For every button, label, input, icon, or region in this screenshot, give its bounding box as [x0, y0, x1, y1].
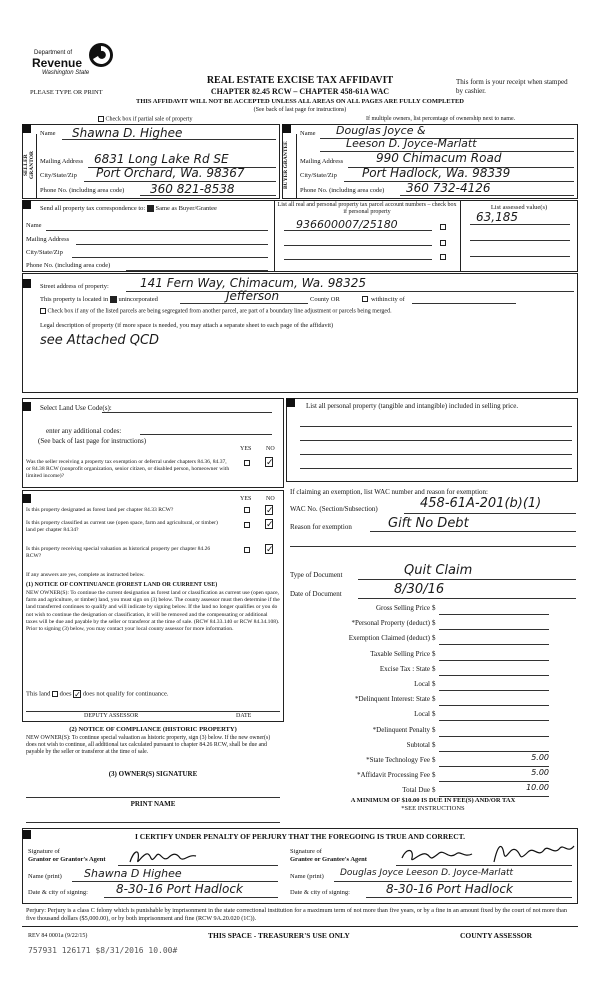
fee-dollar-sign: $: [432, 634, 436, 643]
additional-codes-label: enter any additional codes:: [46, 427, 122, 435]
if-yes-note: If any answers are yes, complete as instructed below.: [26, 572, 145, 578]
fee-dollar-sign: $: [432, 695, 436, 704]
county-value[interactable]: Jefferson: [226, 289, 280, 303]
fee-label: *Delinquent Interest: State: [354, 695, 430, 704]
fee-label: Taxable Selling Price: [370, 649, 430, 658]
buyer-phone-value[interactable]: 360 732-4126: [406, 181, 491, 195]
receipt-note: This form is your receipt when stamped by cashier.: [456, 78, 568, 95]
grantor-signature-icon[interactable]: [126, 846, 206, 868]
street-value[interactable]: 141 Fern Way, Chimacum, Wa. 98325: [140, 276, 366, 290]
qualify-row: This land does ✓ does not qualify for continuance.: [26, 690, 169, 699]
buyer-city-label: City/State/Zip: [300, 172, 337, 179]
grantee-name-value[interactable]: Douglas Joyce Leeson D. Joyce-Marlatt: [340, 868, 514, 878]
fee-row: [290, 665, 560, 678]
segregated-row: Check box if any of the listed parcels are being segregated from another parcel, are part of a boundary line adjustment or parcels being merged.: [40, 308, 392, 314]
fee-row: [290, 695, 560, 708]
fee-label: Subtotal: [406, 740, 430, 749]
land-use-label: Select Land Use Code(s):: [40, 404, 112, 412]
parcels-header: List all real and personal property tax parcel account numbers – check box if personal property: [277, 202, 457, 215]
treasurer-stamp: 757931 126171 $8/31/2016 10.00#: [28, 946, 178, 955]
fee-row: [290, 634, 560, 647]
fee-dollar-sign: $: [432, 740, 436, 749]
see-back-header: (See back of last page for instructions): [253, 107, 347, 113]
legal-value[interactable]: see Attached QCD: [40, 333, 160, 348]
within-checkbox[interactable]: [362, 296, 368, 302]
does-checkbox[interactable]: [52, 691, 58, 697]
buyer-city-value[interactable]: Port Hadlock, Wa. 98339: [362, 166, 511, 180]
yes-header-2: YES: [240, 496, 252, 502]
seller-name-label: Name: [40, 130, 56, 137]
grantor-date-value[interactable]: 8-30-16 Port Hadlock: [116, 882, 243, 896]
q1-yes-checkbox[interactable]: [244, 460, 250, 466]
fee-value[interactable]: 5.00: [531, 768, 549, 778]
q3-no-checkbox[interactable]: ✓: [266, 519, 274, 529]
parcel2-personal-checkbox[interactable]: [440, 240, 446, 246]
fee-label: Local: [414, 680, 430, 688]
grantee-sig-label: Signature of Grantee or Grantee's Agent: [290, 848, 367, 863]
buyer-side-label: BUYER GRANTEE: [283, 141, 289, 189]
wac-label: WAC No. (Section/Subsection): [290, 505, 378, 513]
same-as-label: Same as Buyer/Grantee: [155, 205, 217, 212]
street-label: Street address of property:: [40, 283, 109, 290]
partial-sale-checkbox[interactable]: [98, 116, 104, 122]
corr-address-label: Mailing Address: [26, 236, 70, 243]
assessed-header: List assessed value(s): [490, 204, 548, 211]
fee-row: [290, 753, 560, 769]
grantee-name-label: Name (print): [290, 873, 324, 880]
notice1-title: (1) NOTICE OF CONTINUANCE (FOREST LAND OR CURRENT USE): [26, 582, 218, 588]
deputy-assessor-label: DEPUTY ASSESSOR: [84, 713, 139, 719]
corr-city-label: City/State/Zip: [26, 249, 63, 256]
fee-label: *State Technology Fee: [366, 756, 430, 764]
fee-label: Local: [414, 710, 430, 719]
reason-value[interactable]: Gift No Debt: [388, 516, 469, 531]
city-of-label: city of: [388, 296, 405, 303]
print-name-label: PRINT NAME: [130, 800, 176, 808]
seller-address-label: Mailing Address: [40, 158, 84, 165]
section1-marker: [22, 124, 31, 133]
fee-dollar-sign: $: [432, 725, 436, 734]
seller-phone-label: Phone No. (including area code): [40, 187, 125, 194]
county-assessor-label: COUNTY ASSESSOR: [460, 931, 533, 940]
multiple-owners-note: If multiple owners, list percentage of ownership next to name.: [366, 116, 516, 122]
personal-property-label: List all personal property (tangible and intangible) included in selling price.: [306, 402, 519, 410]
seller-phone-value[interactable]: 360 821-8538: [150, 182, 235, 196]
seller-side-label: SELLER GRANTOR: [23, 151, 35, 180]
q2-no-checkbox[interactable]: ✓: [266, 505, 274, 515]
grantor-name-label: Name (print): [28, 873, 62, 880]
certify-text: I CERTIFY UNDER PENALTY OF PERJURY THAT THE FOREGOING IS TRUE AND CORRECT.: [134, 832, 465, 841]
fee-dollar-sign: $: [432, 619, 436, 628]
buyer-address-value[interactable]: 990 Chimacum Road: [376, 151, 502, 165]
fee-dollar-sign: $: [432, 710, 436, 719]
buyer-name-value-1[interactable]: Douglas Joyce &: [336, 124, 426, 137]
seller-city-value[interactable]: Port Orchard, Wa. 98367: [96, 166, 245, 180]
historic-question: Is this property receiving special valuation as historical property per chapter 84.26 RCW?: [26, 546, 211, 559]
section6-marker: [22, 494, 31, 503]
doc-date-value[interactable]: 8/30/16: [394, 582, 445, 597]
fee-dollar-sign: $: [432, 786, 436, 795]
doc-date-label: Date of Document: [290, 590, 342, 598]
correspondence-label: Send all property tax correspondence to:: [40, 205, 146, 212]
fee-row: [290, 619, 560, 632]
parcel1-personal-checkbox[interactable]: [440, 224, 446, 230]
seller-address-value[interactable]: 6831 Long Lake Rd SE: [94, 152, 229, 166]
fee-label: *Delinquent Penalty: [372, 725, 430, 734]
buyer-phone-label: Phone No. (including area code): [300, 187, 385, 194]
fee-dollar-sign: $: [432, 680, 436, 688]
minimum-note: A MINIMUM OF $10.00 IS DUE IN FEE(S) AND/OR TAX: [350, 797, 516, 804]
buyer-name-value-2[interactable]: Leeson D. Joyce-Marlatt: [346, 137, 477, 150]
grantor-sig-label: Signature of Grantor or Grantor's Agent: [28, 848, 106, 863]
seller-name-value[interactable]: Shawna D. Highee: [72, 126, 183, 140]
logo-line3: Washington State: [42, 70, 90, 76]
owner-signature-label: (3) OWNER(S) SIGNATURE: [108, 770, 198, 778]
fee-value[interactable]: 10.00: [526, 783, 549, 793]
corr-phone-label: Phone No. (including area code): [26, 262, 111, 269]
grantee-signature-icon[interactable]: [398, 840, 578, 868]
reason-label: Reason for exemption: [290, 523, 352, 531]
logo-line1: Department of: [34, 50, 73, 56]
parcel-number-1[interactable]: 936600007/25180: [296, 218, 398, 231]
assessed-value-1[interactable]: 63,185: [476, 210, 518, 224]
land-use-see-back: (See back of last page for instructions): [38, 437, 147, 445]
seller-city-label: City/State/Zip: [40, 172, 77, 179]
fee-value[interactable]: 5.00: [531, 753, 549, 762]
q4-no-checkbox[interactable]: ✓: [266, 544, 274, 554]
fee-row: [290, 726, 560, 739]
section5-marker: [22, 402, 31, 411]
deputy-date-label: DATE: [236, 713, 252, 719]
grantor-name-value[interactable]: Shawna D Highee: [84, 867, 182, 880]
exemption-claim-label: If claiming an exemption, list WAC number and reason for exemption:: [290, 488, 488, 496]
notice2-body: NEW OWNER(S): To continue special valuation as historic property, sign (3) below. If the new owner(s) does not wish to continue, all additional tax calculated pursuant to chapter 84.26 RCW, shall be due and payable by the seller or transferor at the time of sale.: [26, 735, 271, 756]
legal-label: Legal description of property (if more space is needed, you may attach a separate sheet to each page of the affidavit): [40, 322, 334, 329]
within-label: within: [371, 296, 388, 303]
section7-marker: [286, 398, 295, 407]
rev-number: REV 84 0001a (9/22/15): [28, 933, 88, 939]
unincorporated-checkbox[interactable]: [110, 296, 117, 303]
fee-dollar-sign: $: [432, 756, 436, 764]
notice2-title: (2) NOTICE OF COMPLIANCE (HISTORIC PROPERTY): [69, 726, 237, 733]
no-header-2: NO: [266, 496, 275, 502]
see-instructions: *SEE INSTRUCTIONS: [401, 805, 465, 812]
fee-dollar-sign: $: [432, 604, 436, 612]
fee-row: [290, 768, 560, 784]
q4-yes-checkbox[interactable]: [244, 547, 250, 553]
q3-yes-checkbox[interactable]: [244, 522, 250, 528]
doc-type-label: Type of Document: [290, 571, 343, 579]
section8-marker: [22, 830, 31, 839]
dor-logo: [34, 42, 114, 82]
corr-name-label: Name: [26, 222, 42, 229]
partial-sale-label: Check box if partial sale of property: [105, 116, 193, 123]
yes-header-1: YES: [240, 446, 252, 452]
same-as-checkbox[interactable]: [147, 205, 154, 212]
grantee-date-value[interactable]: 8-30-16 Port Hadlock: [386, 882, 513, 896]
q2-yes-checkbox[interactable]: [244, 507, 250, 513]
doc-type-value[interactable]: Quit Claim: [404, 563, 473, 578]
does-not-checkbox[interactable]: ✓: [74, 690, 81, 699]
revenue-logo-icon: [88, 42, 114, 68]
fee-dollar-sign: $: [432, 649, 436, 658]
grantee-date-label: Date & city of signing:: [290, 889, 350, 896]
exemption-question: Was the seller receiving a property tax exemption or deferral under chapters 84.36, 84.37, or 84.38 RCW (nonprofit organization, senior citizen, or disabled person, homeowner with limited income)?: [26, 459, 230, 479]
fee-row: [290, 604, 560, 617]
fee-row: [290, 710, 560, 723]
warning-text: THIS AFFIDAVIT WILL NOT BE ACCEPTED UNLESS ALL AREAS ON ALL PAGES ARE FULLY COMPLETED: [136, 98, 464, 105]
q1-no-checkbox[interactable]: ✓: [266, 457, 274, 467]
perjury-text: Perjury: Perjury is a class C felony which is punishable by imprisonment in the state correctional institution for a maximum term of not more than five years, or by a fine in an amount fixed by the court of not more than five thousand dollars ($5,000.00), or by both imprisonment and fine (RCW 9A.20.020 (1C)).: [26, 907, 567, 922]
fee-label: Gross Selling Price: [375, 604, 430, 612]
wac-value[interactable]: 458-61A-201(b)(1): [420, 496, 542, 511]
fee-label: *Affidavit Processing Fee: [357, 771, 430, 780]
form-subtitle: CHAPTER 82.45 RCW – CHAPTER 458-61A WAC: [210, 87, 390, 96]
notice1-body: NEW OWNER(S): To continue the current designation as forest land or classification as current use (open space, farm and agriculture, or timber) land, you must sign on (3) below. The county assessor must then determine if the land transferred continues to qualify and will indicate by signing below. If the land no longer qualifies or you do not wish to continue the designation or classification, it will be removed and the compensating or additional taxes will be due and payable by the seller or transferor at the time of sale. (RCW 84.33.140 or RCW 84.34.108). Prior to signing (3) below, you may contact your local county assessor for more information.: [26, 590, 280, 633]
fee-label: *Personal Property (deduct): [351, 619, 430, 628]
buyer-address-label: Mailing Address: [300, 158, 344, 165]
fee-label: Total Due: [402, 786, 430, 795]
segregated-checkbox[interactable]: [40, 308, 46, 314]
fee-row: [290, 741, 560, 754]
section3-marker: [22, 200, 31, 209]
located-row: This property is located in unincorporated: [40, 296, 158, 303]
fee-row: [290, 680, 560, 693]
current-use-question: Is this property classified as current use (open space, farm and agricultural, or timber) land per chapter 84.34?: [26, 520, 218, 533]
section4-marker: [22, 279, 31, 288]
county-label: County OR: [310, 296, 340, 303]
please-type: PLEASE TYPE OR PRINT: [30, 89, 103, 96]
correspondence-row: [40, 205, 217, 212]
buyer-name-label: Name: [300, 130, 316, 137]
fee-row: [290, 650, 560, 663]
forest-question: Is this property designated as forest land per chapter 84.33 RCW?: [26, 507, 174, 513]
treasurer-label: THIS SPACE - TREASURER'S USE ONLY: [208, 931, 350, 940]
section2-marker: [282, 124, 291, 133]
fee-dollar-sign: $: [432, 664, 436, 673]
no-header-1: NO: [266, 446, 275, 452]
fee-dollar-sign: $: [432, 771, 436, 780]
form-title: REAL ESTATE EXCISE TAX AFFIDAVIT: [206, 75, 394, 86]
fee-label: Exemption Claimed (deduct): [348, 634, 430, 643]
partial-sale-row: [98, 116, 192, 122]
parcel3-personal-checkbox[interactable]: [440, 254, 446, 260]
fee-label: Excise Tax : State: [379, 664, 430, 673]
logo-line2: Revenue: [32, 56, 83, 70]
grantor-date-label: Date & city of signing:: [28, 889, 88, 896]
